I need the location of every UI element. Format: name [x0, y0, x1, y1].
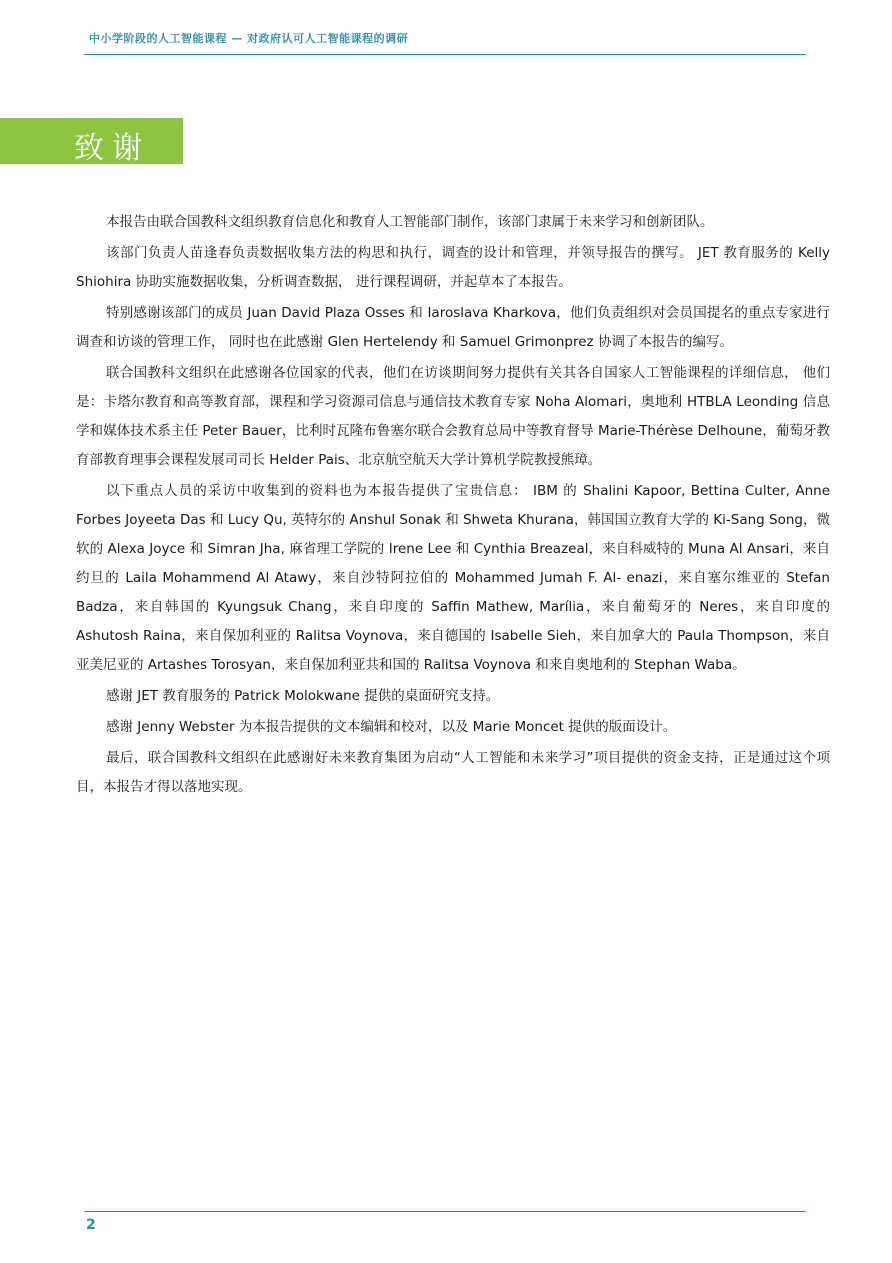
paragraph-5: 以下重点人员的采访中收集到的资料也为本报告提供了宝贵信息： IBM 的 Shalini Kapoor, Bettina Culter, Anne Forbes Joyeeta Das 和 Lucy Qu, 英特尔的 Anshul Sonak 和 Shweta Khurana，韩国国立教育大学的 Ki-Sang Song，微软的 Alexa Joyce 和 Simran Jha, 麻省理工学院的 Irene Lee 和 Cynthia Breazeal，来自科威特的 Muna Al Ansari，来自约旦的 Laila Mohammend Al Atawy，来自沙特阿拉伯的 Mohammed Jumah F. Al- enazi，来自塞尔维亚的 Stefan Badza，来自韩国的 Kyungsuk Chang，来自印度的 Saffin Mathew, Marília，来自葡萄牙的 Neres，来自印度的 Ashutosh Raina，来自保加利亚的 Ralitsa Voynova，来自德国的 Isabelle Sieh，来自加拿大的 Paula Thompson，来自亚美尼亚的 Artashes Torosyan，来自保加利亚共和国的 Ralitsa Voynova 和来自奥地利的 Stephan Waba。	[76, 483, 830, 673]
paragraph-2: 该部门负责人苗逢春负责数据收集方法的构思和执行，调查的设计和管理，并领导报告的撰写。 JET 教育服务的 Kelly Shiohira 协助实施数据收集，分析调查数据， 进行课程调研，并起草本了本报告。	[76, 245, 830, 290]
section-title-band	[0, 118, 183, 164]
paragraph-7: 感谢 Jenny Webster 为本报告提供的文本编辑和校对，以及 Marie Moncet 提供的版面设计。	[106, 719, 677, 735]
paragraph-1: 本报告由联合国教科文组织教育信息化和教育人工智能部门制作，该部门隶属于未来学习和创新团队。	[106, 214, 714, 230]
section-title: 致谢	[74, 131, 150, 166]
page-number: 2	[86, 1217, 96, 1233]
paragraph-6: 感谢 JET 教育服务的 Patrick Molokwane 提供的桌面研究支持。	[106, 688, 500, 704]
acknowledgements-body	[76, 208, 830, 804]
paragraph-8: 最后，联合国教科文组织在此感谢好未来教育集团为启动“人工智能和未来学习”项目提供的资金支持，正是通过这个项目，本报告才得以落地实现。	[76, 750, 830, 795]
footer-divider	[84, 1211, 806, 1212]
header-divider	[84, 54, 806, 55]
paragraph-3: 特别感谢该部门的成员 Juan David Plaza Osses 和 Iaroslava Kharkova，他们负责组织对会员国提名的重点专家进行调查和访谈的管理工作， 同时也在此感谢 Glen Hertelendy 和 Samuel Grimonprez 协调了本报告的编写。	[76, 305, 830, 350]
running-header: 中小学阶段的人工智能课程 — 对政府认可人工智能课程的调研	[89, 32, 409, 45]
paragraph-4: 联合国教科文组织在此感谢各位国家的代表，他们在访谈期间努力提供有关其各自国家人工智能课程的详细信息， 他们是：卡塔尔教育和高等教育部，课程和学习资源司信息与通信技术教育专家 Noha Alomari，奥地利 HTBLA Leonding 信息学和媒体技术系主任 Peter Bauer，比利时瓦隆布鲁塞尔联合会教育总局中等教育督导 Marie-Thérèse Delhoune，葡萄牙教育部教育理事会课程发展司司长 Helder Pais、北京航空航天大学计算机学院教授熊璋。	[76, 365, 830, 468]
